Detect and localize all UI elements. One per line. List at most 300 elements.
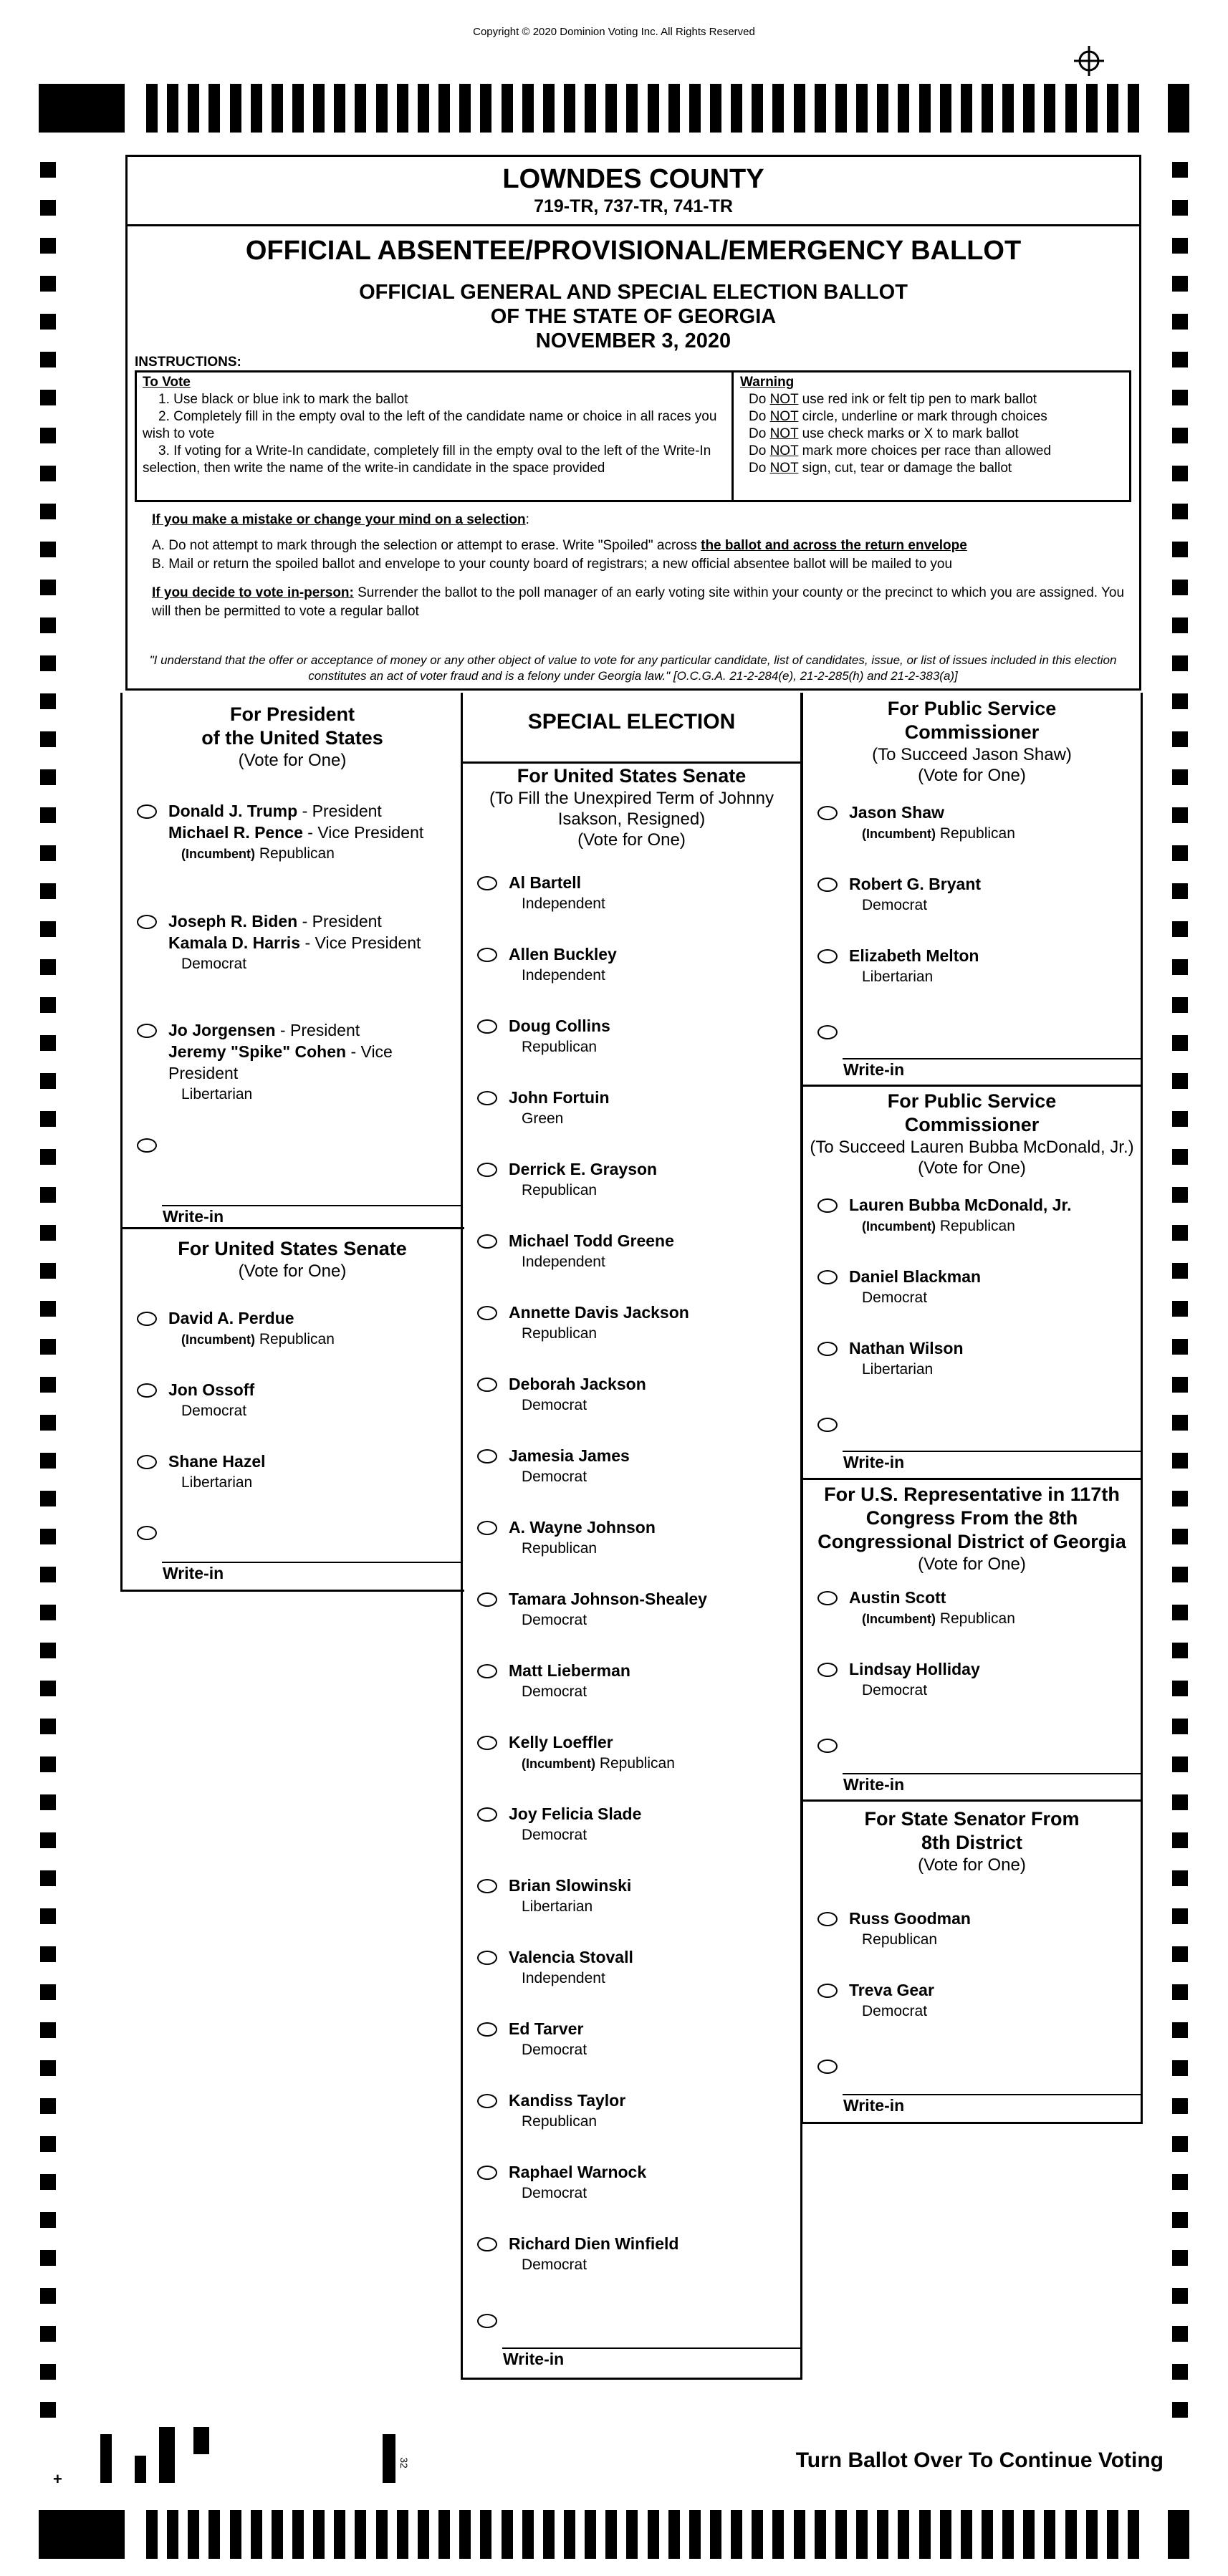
- candidate-entry: [509, 1087, 610, 1130]
- candidate-oval[interactable]: [477, 2166, 497, 2180]
- candidate-role: - President: [297, 912, 382, 931]
- side-mark: [40, 542, 56, 557]
- candidate-oval[interactable]: [817, 1342, 838, 1356]
- candidate-oval[interactable]: [137, 915, 157, 929]
- state-senate-race-header: [803, 1807, 1141, 1875]
- incumbent-badge: (Incumbent): [522, 1756, 595, 1771]
- side-mark: [1172, 1870, 1188, 1886]
- candidate-party: Republican: [522, 1039, 598, 1055]
- candidate-oval[interactable]: [137, 1455, 157, 1469]
- side-mark: [1172, 655, 1188, 671]
- candidate-party: Republican: [522, 2113, 598, 2130]
- side-mark: [1172, 1415, 1188, 1431]
- candidate-name: Lindsay Holliday: [849, 1660, 980, 1678]
- side-mark: [1172, 238, 1188, 254]
- write-in-label: Write-in: [503, 2350, 565, 2368]
- candidate-party: Democrat: [522, 2185, 587, 2201]
- side-mark: [40, 238, 56, 254]
- candidate-oval[interactable]: [477, 948, 497, 962]
- mistake-step-b: B. Mail or return the spoiled ballot and envelope to your county board of registrars; a new official absentee ballot will be mailed to you: [152, 557, 953, 572]
- candidate-party: Democrat: [522, 1612, 587, 1628]
- side-mark: [40, 1605, 56, 1620]
- side-mark: [1172, 807, 1188, 823]
- candidate-name: Michael Todd Greene: [509, 1231, 674, 1250]
- side-mark: [1172, 2098, 1188, 2114]
- write-in-line[interactable]: [843, 1451, 1141, 1452]
- side-mark: [40, 1111, 56, 1127]
- side-mark: [40, 1301, 56, 1317]
- candidate-oval[interactable]: [817, 1663, 838, 1677]
- candidate-oval[interactable]: [817, 1270, 838, 1284]
- bottom-timing-marks: [39, 2510, 1189, 2559]
- side-mark: [1172, 769, 1188, 785]
- write-in-oval[interactable]: [817, 2060, 838, 2074]
- race-title: For United States Senate: [517, 765, 747, 787]
- side-mark: [1172, 1301, 1188, 1317]
- candidate-party: Republican: [522, 1540, 598, 1557]
- race-separator: [463, 2378, 800, 2380]
- incumbent-badge: (Incumbent): [862, 1612, 936, 1626]
- candidate-oval[interactable]: [477, 2237, 497, 2251]
- side-mark: [40, 1832, 56, 1848]
- side-mark: [1172, 2402, 1188, 2418]
- instructions-divider: [731, 373, 734, 500]
- side-mark: [40, 731, 56, 747]
- county-block: [128, 157, 1139, 226]
- candidate-name: Al Bartell: [509, 873, 581, 892]
- candidate-party: Independent: [522, 967, 605, 984]
- candidate-party: Libertarian: [862, 1361, 934, 1378]
- race-description: (To Fill the Unexpired Term of Johnny: [489, 789, 774, 808]
- side-mark: [40, 1339, 56, 1355]
- instruction-step: 2. Completely fill in the empty oval to the left of the candidate name or choice in all races you wish to vote: [143, 409, 717, 441]
- candidate-oval[interactable]: [137, 1312, 157, 1326]
- candidate-entry: [849, 802, 1015, 845]
- mistake-step-a: A. Do not attempt to mark through the selection or attempt to erase. Write "Spoiled" across: [152, 538, 701, 553]
- to-vote-section: [143, 374, 726, 477]
- candidate-entry: [509, 1230, 674, 1273]
- warning-item: [740, 443, 1127, 460]
- running-mate-name: Jeremy "Spike" Cohen: [168, 1042, 347, 1061]
- psc1-race-header: [803, 697, 1141, 786]
- running-mate-name: Kamala D. Harris: [168, 933, 301, 952]
- side-mark: [40, 693, 56, 709]
- candidate-name: Doug Collins: [509, 1017, 610, 1035]
- write-in-line[interactable]: [502, 2347, 800, 2349]
- write-in-oval[interactable]: [817, 1418, 838, 1432]
- write-in-line[interactable]: [843, 2094, 1141, 2095]
- instruction-step: 1. Use black or blue ink to mark the ballot: [158, 392, 408, 407]
- side-mark: [40, 1946, 56, 1962]
- candidate-party: Democrat: [522, 2257, 587, 2273]
- side-mark: [1172, 731, 1188, 747]
- candidate-party: Democrat: [522, 1397, 587, 1413]
- election-date: NOVEMBER 3, 2020: [535, 330, 731, 352]
- candidate-oval[interactable]: [477, 1879, 497, 1893]
- candidate-oval[interactable]: [477, 1736, 497, 1750]
- candidate-entry: [509, 1302, 689, 1345]
- side-mark: [1172, 1035, 1188, 1051]
- candidate-entry: [168, 1019, 462, 1105]
- side-mark: [40, 200, 56, 216]
- warning-text: use check marks or X to mark ballot: [798, 426, 1019, 441]
- candidate-party: Independent: [522, 895, 605, 912]
- instruction-step: 3. If voting for a Write-In candidate, completely fill in the empty oval to the left of the Write-In selection, then write the name of the write-in candidate in the space provided: [143, 443, 711, 476]
- side-mark: [40, 1756, 56, 1772]
- incumbent-badge: (Incumbent): [862, 1219, 936, 1234]
- candidate-name: Russ Goodman: [849, 1909, 971, 1928]
- write-in-label: Write-in: [843, 2096, 905, 2115]
- candidate-name: Matt Lieberman: [509, 1661, 630, 1680]
- candidate-oval[interactable]: [477, 1306, 497, 1320]
- in-person-text: Surrender the ballot to the poll manager of an early voting site within your county or the precinct to which you are assigned. You will then be permitted to vote a regular ballot: [152, 585, 1125, 619]
- candidate-oval[interactable]: [477, 1234, 497, 1249]
- side-mark: [1172, 1984, 1188, 2000]
- candidate-oval[interactable]: [137, 1383, 157, 1398]
- candidate-oval[interactable]: [817, 949, 838, 963]
- write-in-label: Write-in: [843, 1060, 905, 1079]
- candidate-oval[interactable]: [817, 1984, 838, 1998]
- timing-mark: [383, 2434, 395, 2483]
- turn-ballot-over-notice: Turn Ballot Over To Continue Voting: [795, 2448, 1164, 2472]
- write-in-oval[interactable]: [137, 1526, 157, 1540]
- side-mark: [1172, 1794, 1188, 1810]
- side-mark: [40, 580, 56, 595]
- write-in-line[interactable]: [843, 1058, 1141, 1059]
- candidate-name: Shane Hazel: [168, 1452, 266, 1471]
- side-mark: [1172, 2174, 1188, 2190]
- candidate-entry: [509, 1517, 656, 1559]
- subtitle-line: OF THE STATE OF GEORGIA: [490, 305, 777, 328]
- warning-text: sign, cut, tear or damage the ballot: [798, 461, 1012, 476]
- candidate-party: Democrat: [181, 1403, 247, 1419]
- candidate-role: - President: [297, 802, 382, 820]
- side-mark: [40, 2098, 56, 2114]
- registration-crosshair-icon: [1073, 44, 1105, 77]
- candidate-entry: [509, 2018, 587, 2061]
- timing-mark: [159, 2427, 175, 2483]
- timing-mark: [100, 2434, 112, 2483]
- side-mark: [1172, 352, 1188, 367]
- candidate-entry: [168, 910, 421, 975]
- warning-not: NOT: [769, 443, 799, 458]
- side-mark: [1172, 921, 1188, 937]
- race-title: For United States Senate: [178, 1238, 407, 1259]
- candidate-name: Nathan Wilson: [849, 1339, 964, 1357]
- candidate-party: Libertarian: [522, 1898, 593, 1915]
- running-mate-role: - Vice President: [302, 823, 424, 842]
- candidate-oval[interactable]: [477, 2094, 497, 2108]
- candidate-entry: [168, 1379, 254, 1422]
- race-title: Congress From the 8th: [865, 1507, 1078, 1529]
- candidate-oval[interactable]: [477, 1951, 497, 1965]
- side-mark: [40, 1491, 56, 1506]
- side-mark: [1172, 314, 1188, 330]
- candidate-oval[interactable]: [817, 878, 838, 892]
- incumbent-badge: (Incumbent): [181, 1332, 255, 1347]
- side-mark: [1172, 466, 1188, 481]
- race-title: For State Senator From: [864, 1808, 1080, 1830]
- precinct-codes: 719-TR, 737-TR, 741-TR: [534, 196, 733, 216]
- candidate-name: Jo Jorgensen: [168, 1021, 276, 1039]
- side-mark: [1172, 1643, 1188, 1658]
- side-mark: [1172, 580, 1188, 595]
- side-mark: [1172, 276, 1188, 292]
- candidate-role: - President: [275, 1021, 360, 1039]
- candidate-oval[interactable]: [817, 806, 838, 820]
- side-mark: [40, 1187, 56, 1203]
- candidate-entry: [849, 1658, 980, 1701]
- candidate-entry: [509, 1588, 707, 1631]
- candidate-party: Republican: [595, 1755, 675, 1772]
- ballot-title: OFFICIAL ABSENTEE/PROVISIONAL/EMERGENCY BALLOT: [245, 236, 1022, 266]
- candidate-entry: [168, 1307, 335, 1350]
- special-election-label: SPECIAL ELECTION: [527, 710, 736, 734]
- candidate-party: Democrat: [862, 1289, 928, 1306]
- candidate-name: Robert G. Bryant: [849, 875, 982, 893]
- candidate-name: Raphael Warnock: [509, 2163, 647, 2181]
- race-separator: [803, 1478, 1141, 1480]
- candidate-entry: [509, 2233, 678, 2276]
- candidate-entry: [509, 1015, 610, 1058]
- candidate-name: Elizabeth Melton: [849, 946, 979, 965]
- warning-not: NOT: [769, 392, 799, 407]
- race-title: For U.S. Representative in 117th: [824, 1484, 1120, 1505]
- write-in-oval[interactable]: [137, 1138, 157, 1153]
- side-mark: [1172, 959, 1188, 975]
- vote-for-one: (Vote for One): [238, 1261, 347, 1281]
- to-vote-heading: To Vote: [143, 375, 191, 390]
- candidate-entry: [168, 1451, 266, 1494]
- candidate-party: Democrat: [522, 1683, 587, 1700]
- candidate-name: Joseph R. Biden: [168, 912, 298, 931]
- candidate-name: Treva Gear: [849, 1981, 934, 1999]
- side-mark: [1172, 1453, 1188, 1469]
- race-title: of the United States: [201, 727, 383, 749]
- candidate-oval[interactable]: [137, 1024, 157, 1038]
- warning-not: NOT: [769, 461, 799, 476]
- side-mark: [1172, 1756, 1188, 1772]
- side-mark: [40, 466, 56, 481]
- candidate-name: John Fortuin: [509, 1088, 610, 1107]
- psc2-race-header: [803, 1090, 1141, 1178]
- mistake-section: If you make a mistake or change your mind on a selection: A. Do not attempt to mark through the selection or attempt to erase. Write "Spoiled" across the ballot and across the return envelope B. Mail or return the spoiled ballot and envelope to your county board of registrars; a new official absentee ballot will be mailed to you If you decide to vote in-person: Surrender the ballot to the poll manager of an early voting site within your county or the precinct to which you are assigned. You will then be permitted to vote a regular ballot: [152, 511, 1126, 621]
- vote-for-one: (Vote for One): [918, 1554, 1026, 1574]
- side-mark: [1172, 1149, 1188, 1165]
- race-separator: [803, 1085, 1141, 1087]
- side-mark: [1172, 997, 1188, 1013]
- candidate-name: Jason Shaw: [849, 803, 944, 822]
- middle-column: [461, 693, 802, 2380]
- candidate-name: Deborah Jackson: [509, 1375, 646, 1393]
- race-title: Commissioner: [904, 721, 1040, 743]
- candidate-entry: [849, 1587, 1015, 1630]
- write-in-label: Write-in: [163, 1564, 224, 1582]
- running-mate-role: - Vice President: [168, 1042, 393, 1082]
- side-mark: [1172, 1681, 1188, 1696]
- candidate-oval[interactable]: [477, 1521, 497, 1535]
- ballot-subtitle: [128, 280, 1139, 353]
- side-mark: [40, 2402, 56, 2418]
- side-mark: [40, 314, 56, 330]
- candidate-entry: [509, 1803, 641, 1846]
- side-mark: [40, 1794, 56, 1810]
- race-separator: [463, 761, 800, 764]
- candidate-oval[interactable]: [477, 1378, 497, 1392]
- side-mark: [40, 504, 56, 519]
- warning-text: circle, underline or mark through choices: [798, 409, 1047, 424]
- side-mark: [1172, 1187, 1188, 1203]
- candidate-entry: [509, 1445, 630, 1488]
- candidate-name: Daniel Blackman: [849, 1267, 982, 1286]
- side-mark: [1172, 1491, 1188, 1506]
- race-separator: [803, 1799, 1141, 1802]
- write-in-line[interactable]: [162, 1562, 463, 1563]
- candidate-oval[interactable]: [477, 1449, 497, 1464]
- side-mark: [1172, 1567, 1188, 1582]
- side-mark: [1172, 1719, 1188, 1734]
- candidate-name: David A. Perdue: [168, 1309, 294, 1327]
- side-mark: [1172, 200, 1188, 216]
- candidate-party: Democrat: [862, 897, 928, 913]
- candidate-oval[interactable]: [477, 1019, 497, 1034]
- candidate-entry: [509, 1660, 630, 1703]
- side-mark: [40, 1263, 56, 1279]
- write-in-oval[interactable]: [477, 2314, 497, 2328]
- warning-item: [740, 408, 1127, 426]
- write-in-oval[interactable]: [817, 1025, 838, 1039]
- race-description: Isakson, Resigned): [557, 809, 706, 829]
- candidate-oval[interactable]: [817, 1198, 838, 1213]
- candidate-oval[interactable]: [817, 1591, 838, 1605]
- warning-item: [740, 391, 1127, 408]
- side-mark: [1172, 2326, 1188, 2342]
- race-title: For Public Service: [887, 1090, 1057, 1112]
- candidate-entry: [509, 1731, 675, 1774]
- side-mark: [40, 1567, 56, 1582]
- candidate-party: Republican: [936, 1218, 1015, 1234]
- candidate-entry: [849, 873, 981, 916]
- side-mark: [1172, 2060, 1188, 2076]
- candidate-oval[interactable]: [477, 2022, 497, 2037]
- race-separator: [803, 2122, 1141, 2124]
- side-mark: [40, 1225, 56, 1241]
- side-mark: [1172, 1529, 1188, 1544]
- side-mark: [1172, 617, 1188, 633]
- side-mark: [1172, 1073, 1188, 1089]
- candidate-party: Democrat: [181, 956, 247, 972]
- warning-item: [740, 460, 1127, 477]
- race-separator: [123, 1590, 464, 1592]
- candidate-name: Kandiss Taylor: [509, 2091, 626, 2110]
- side-mark: [1172, 2288, 1188, 2304]
- side-mark: [1172, 1225, 1188, 1241]
- side-mark: [40, 1643, 56, 1658]
- candidate-entry: [849, 1979, 934, 2022]
- side-mark: [1172, 542, 1188, 557]
- running-mate-name: Michael R. Pence: [168, 823, 303, 842]
- incumbent-badge: (Incumbent): [862, 827, 936, 841]
- side-mark: [40, 1035, 56, 1051]
- side-mark: [1172, 428, 1188, 443]
- race-separator: [123, 1227, 464, 1229]
- candidate-name: Tamara Johnson-Shealey: [509, 1590, 707, 1608]
- candidate-oval[interactable]: [477, 1091, 497, 1105]
- side-mark: [40, 1453, 56, 1469]
- candidate-name: Austin Scott: [849, 1588, 946, 1607]
- side-mark: [1172, 693, 1188, 709]
- side-mark: [40, 1908, 56, 1924]
- candidate-party: Democrat: [522, 1469, 587, 1485]
- race-title: Commissioner: [904, 1114, 1040, 1135]
- side-mark: [40, 2326, 56, 2342]
- candidate-entry: [509, 943, 617, 986]
- candidate-party: Libertarian: [862, 969, 934, 985]
- candidate-name: Jon Ossoff: [168, 1380, 255, 1399]
- write-in-oval[interactable]: [817, 1739, 838, 1753]
- candidate-entry: [849, 1266, 981, 1309]
- write-in-line[interactable]: [162, 1205, 463, 1206]
- side-mark: [40, 162, 56, 178]
- candidate-name: Kelly Loeffler: [509, 1733, 613, 1751]
- mistake-step-a-emphasis: the ballot and across the return envelope: [701, 538, 967, 553]
- side-mark: [40, 1719, 56, 1734]
- candidate-party: Democrat: [522, 2042, 587, 2058]
- side-mark: [40, 2060, 56, 2076]
- side-mark: [1172, 2250, 1188, 2266]
- candidate-entry: [509, 1875, 631, 1918]
- candidate-entry: [849, 1908, 971, 1951]
- side-mark: [40, 2250, 56, 2266]
- side-mark: [1172, 883, 1188, 899]
- candidate-name: Ed Tarver: [509, 2019, 584, 2038]
- side-mark: [1172, 504, 1188, 519]
- warning-text: use red ink or felt tip pen to mark ballot: [798, 392, 1037, 407]
- side-mark: [1172, 2364, 1188, 2380]
- side-mark: [1172, 2212, 1188, 2228]
- candidate-name: Lauren Bubba McDonald, Jr.: [849, 1196, 1072, 1214]
- candidate-party: Democrat: [522, 1827, 587, 1843]
- representative-race-header: [803, 1483, 1141, 1575]
- candidate-oval[interactable]: [137, 804, 157, 819]
- candidate-name: Donald J. Trump: [168, 802, 298, 820]
- side-mark: [40, 1415, 56, 1431]
- candidate-oval[interactable]: [477, 1592, 497, 1607]
- candidate-party: Libertarian: [181, 1086, 253, 1102]
- candidate-oval[interactable]: [477, 1807, 497, 1822]
- candidate-entry: [849, 1194, 1072, 1237]
- write-in-line[interactable]: [843, 1773, 1141, 1774]
- top-timing-marks: [39, 84, 1189, 133]
- candidate-oval[interactable]: [817, 1912, 838, 1926]
- warning-section: [740, 374, 1127, 477]
- side-mark: [1172, 1908, 1188, 1924]
- side-mark: [1172, 1605, 1188, 1620]
- subtitle-line: OFFICIAL GENERAL AND SPECIAL ELECTION BALLOT: [359, 281, 908, 304]
- candidate-oval[interactable]: [477, 1664, 497, 1678]
- candidate-party: Democrat: [862, 2003, 928, 2019]
- county-name: LOWNDES COUNTY: [502, 164, 764, 194]
- plus-mark-icon: +: [53, 2470, 62, 2488]
- in-person-heading: If you decide to vote in-person:: [152, 585, 354, 600]
- candidate-oval[interactable]: [477, 1163, 497, 1177]
- candidate-entry: [509, 1373, 646, 1416]
- side-mark: [1172, 1263, 1188, 1279]
- mistake-heading: If you make a mistake or change your mind on a selection: [152, 512, 526, 527]
- side-mark: [1172, 1832, 1188, 1848]
- write-in-label: Write-in: [843, 1453, 905, 1471]
- candidate-oval[interactable]: [477, 876, 497, 890]
